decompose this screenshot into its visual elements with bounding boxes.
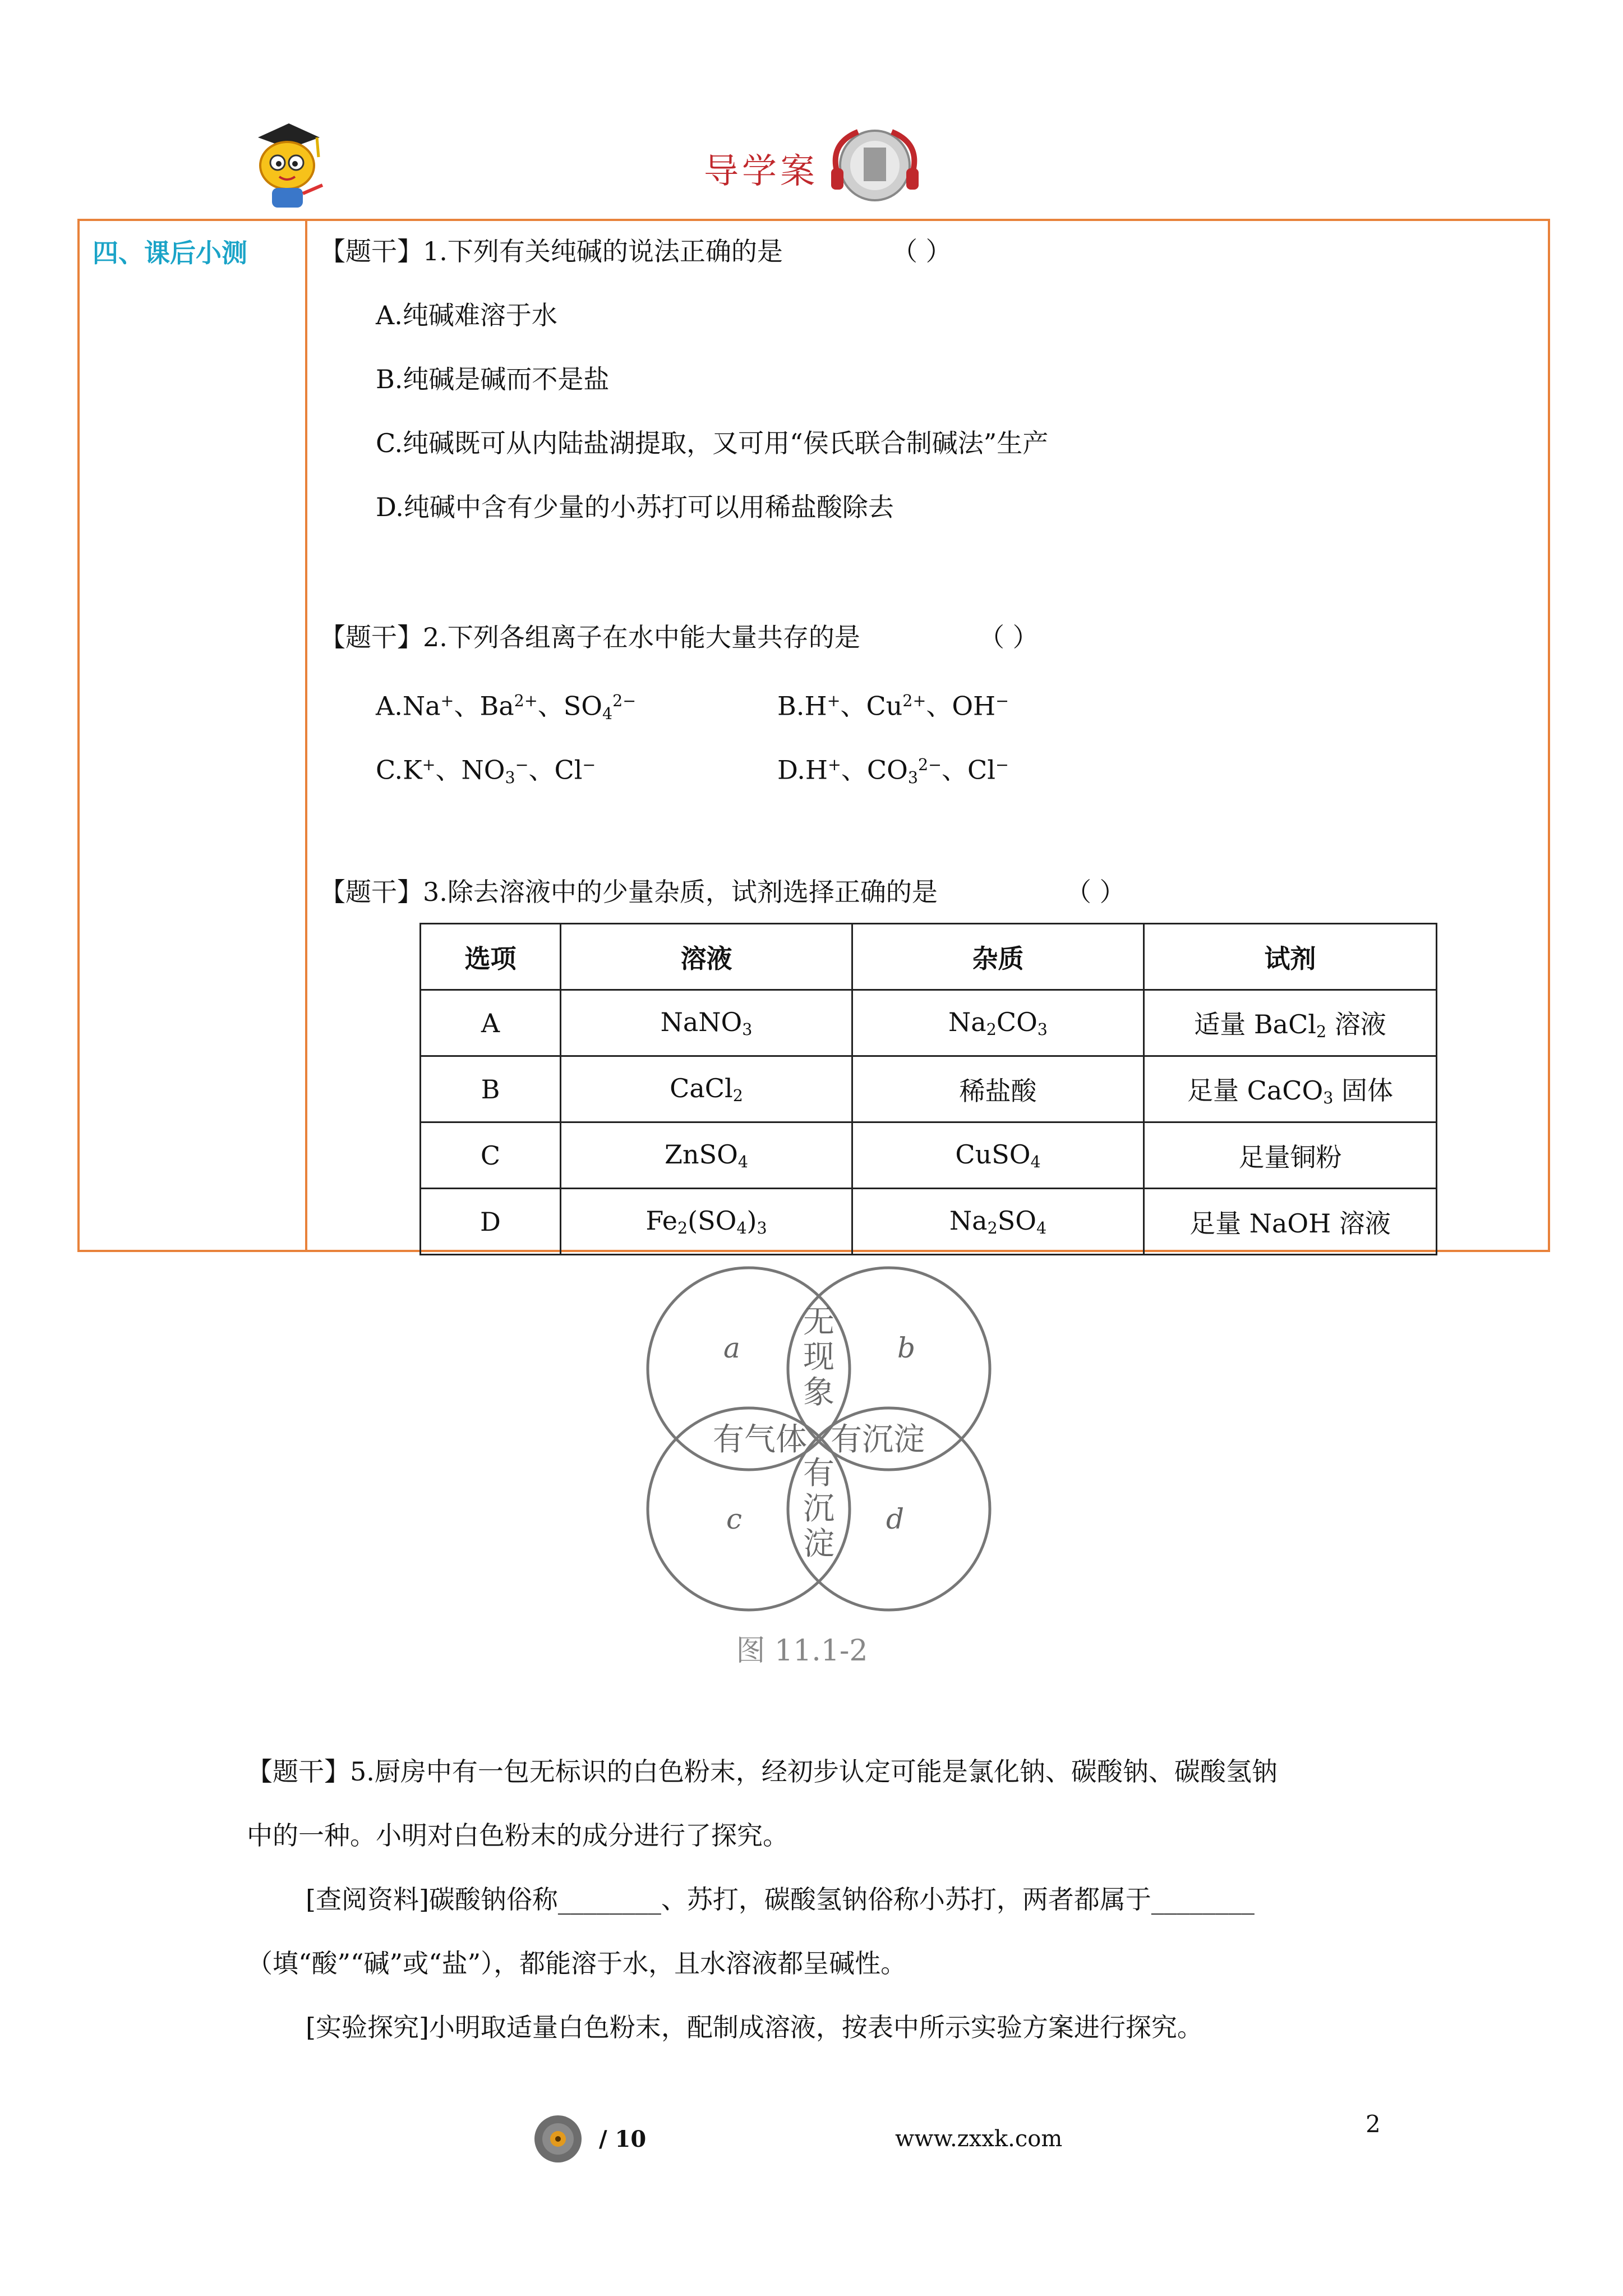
label-a: a (723, 1332, 740, 1364)
table-cell: NaNO$_3$ (561, 990, 852, 1056)
label-d: d (886, 1503, 905, 1535)
table-cell: $Na_2SO_4$ (852, 1189, 1144, 1255)
impurity-table (419, 923, 1437, 1255)
column-divider (305, 219, 307, 1252)
q2-answer-paren: （ ） (979, 622, 1039, 652)
table-header-row (421, 924, 1437, 990)
top-label-1: 无 (803, 1304, 834, 1340)
table-cell: A (421, 990, 561, 1056)
table-cell: 稀盐酸 (852, 1056, 1144, 1122)
table-cell: 足量 CaCO$_3$ 固体 (1144, 1056, 1437, 1122)
q1-answer-paren: （ ） (892, 236, 952, 266)
reaction-circle-diagram (634, 1257, 1004, 1672)
table-cell: 足量 NaOH 溶液 (1144, 1189, 1437, 1255)
table-cell: 适量 BaCl$_2$ 溶液 (1144, 990, 1437, 1056)
q5-line-5: [实验探究]小明取适量白色粉末，配制成溶液，按表中所示实验方案进行探究。 (306, 2012, 1203, 2042)
q5-line-2: 中的一种。小明对白色粉末的成分进行了探究。 (247, 1820, 789, 1851)
table-row (421, 1189, 1437, 1255)
site-url: www.zxxk.com (895, 2126, 1063, 2152)
table-cell: $Na_2CO_3$ (852, 990, 1144, 1056)
table-header-cell: 试剂 (1144, 924, 1437, 990)
table-cell: D (421, 1189, 561, 1255)
table-row (421, 990, 1437, 1056)
left-label: 有气体 (713, 1421, 807, 1458)
q5-line-3: [查阅资料]碳酸钠俗称________、苏打，碳酸氢钠俗称小苏打，两者都属于________ (306, 1884, 1255, 1915)
table-header-cell: 选项 (421, 924, 561, 990)
bottom-label-3: 淀 (803, 1526, 834, 1562)
figure-caption: 图 11.1-2 (736, 1634, 868, 1668)
table-cell: C (421, 1122, 561, 1189)
q3-stem: 【题干】3.除去溶液中的少量杂质，试剂选择正确的是 (320, 877, 938, 907)
table-cell: ZnSO$_4$ (561, 1122, 852, 1189)
q2-option-c: C.K+、$NO_3^-$、Cl− (376, 754, 596, 787)
q1-option-b: B.纯碱是碱而不是盐 (376, 364, 610, 394)
table-cell: B (421, 1056, 561, 1122)
q2-option-a: A.Na+、$Ba^{2+}$、$SO_4^{2-}$ (376, 691, 637, 723)
label-c: c (726, 1503, 743, 1535)
table-cell: CaCl$_2$ (561, 1056, 852, 1122)
table-row (421, 1122, 1437, 1189)
page-count: / 10 (599, 2126, 647, 2152)
table-cell: 足量铜粉 (1144, 1122, 1437, 1189)
q5-line-4: （填“酸”“碱”或“盐”），都能溶于水，且水溶液都呈碱性。 (247, 1948, 907, 1978)
table-header-cell: 杂质 (852, 924, 1144, 990)
bottom-label-2: 沉 (803, 1490, 834, 1527)
header-title: 导学案 (704, 150, 819, 191)
q1-stem: 【题干】1.下列有关纯碱的说法正确的是 (320, 236, 783, 266)
page-number: 2 (1366, 2110, 1381, 2138)
table-header-cell: 溶液 (561, 924, 852, 990)
label-b: b (897, 1332, 916, 1364)
q5-line-1: 【题干】5.厨房中有一包无标识的白色粉末，经初步认定可能是氯化钠、碳酸钠、碳酸氢钠 (247, 1756, 1278, 1787)
q1-option-d: D.纯碱中含有少量的小苏打可以用稀盐酸除去 (376, 492, 894, 522)
q3-answer-paren: （ ） (1066, 877, 1126, 907)
top-label-3: 象 (803, 1374, 834, 1411)
disc-icon (533, 2114, 583, 2164)
top-label-2: 现 (803, 1339, 834, 1375)
q1-option-c: C.纯碱既可从内陆盐湖提取，又可用“侯氏联合制碱法”生产 (376, 428, 1049, 458)
table-cell: $Fe_2(SO_4)_3$ (561, 1189, 852, 1255)
table-cell: CuSO$_4$ (852, 1122, 1144, 1189)
q2-option-d: D.H+、$CO_3^{2-}$、Cl− (777, 754, 1009, 787)
bottom-label-1: 有 (803, 1455, 834, 1492)
q2-stem: 【题干】2.下列各组离子在水中能大量共存的是 (320, 622, 860, 652)
mascot-logo (247, 118, 331, 213)
section-heading: 四、课后小测 (93, 238, 247, 268)
q2-option-b: B.H+、$Cu^{2+}$、OH− (777, 691, 1009, 721)
right-label: 有沉淀 (831, 1421, 925, 1458)
music-note-icon (824, 121, 925, 213)
q1-option-a: A.纯碱难溶于水 (376, 300, 557, 330)
table-row (421, 1056, 1437, 1122)
